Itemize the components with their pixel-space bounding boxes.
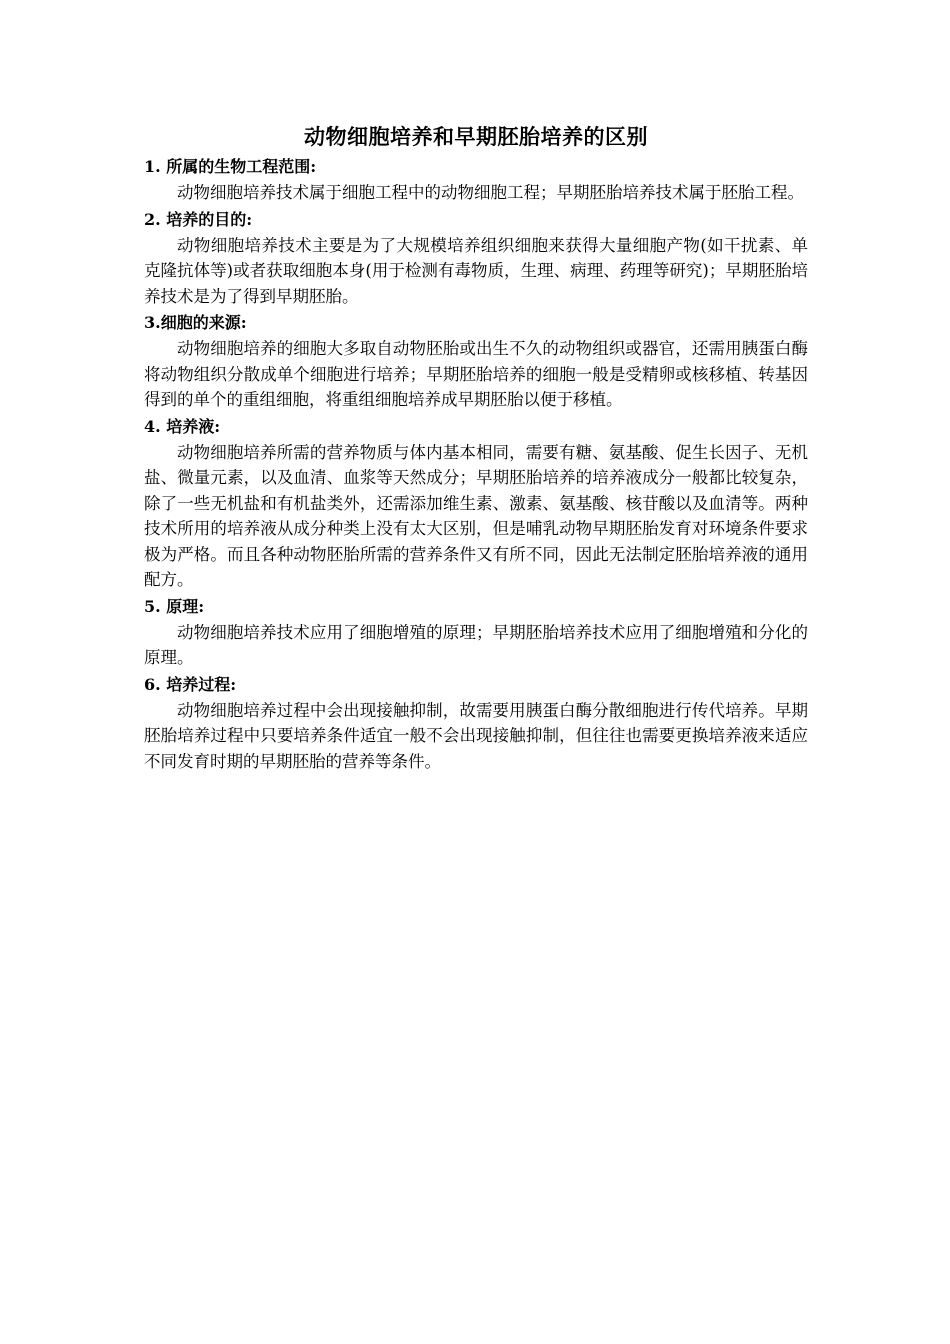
section-body: 动物细胞培养技术主要是为了大规模培养组织细胞来获得大量细胞产物(如干扰素、单克隆抗体等)或者获取细胞本身(用于检测有毒物质，生理、病理、药理等研究)；早期胚胎培养技术是为了得到早期胚胎。: [144, 235, 808, 306]
section-principle: [144, 594, 808, 671]
section-heading: 2. 培养的目的:: [144, 209, 253, 229]
section-body: 动物细胞培养所需的营养物质与体内基本相同，需要有糖、氨基酸、促生长因子、无机盐、微量元素，以及血清、血浆等天然成分；早期胚胎培养的培养液成分一般都比较复杂，除了一些无机盐和有机盐类外，还需添加维生素、激素、氨基酸、核苷酸以及血清等。两种技术所用的培养液从成分种类上没有太大区别，但是哺乳动物早期胚胎发育对环境条件要求极为严格。而且各种动物胚胎所需的营养条件又有所不同，因此无法制定胚胎培养液的通用配方。: [144, 442, 808, 589]
section-culture-medium: [144, 414, 808, 593]
document-page: [144, 120, 808, 775]
section-body: 动物细胞培养技术应用了细胞增殖的原理；早期胚胎培养技术应用了细胞增殖和分化的原理。: [144, 622, 808, 667]
section-culture-process: [144, 672, 808, 775]
section-heading: 3.细胞的来源:: [144, 313, 247, 332]
section-body: 动物细胞培养技术属于细胞工程中的动物细胞工程；早期胚胎培养技术属于胚胎工程。: [177, 183, 804, 202]
section-heading: 5. 原理:: [144, 596, 205, 616]
document-title: 动物细胞培养和早期胚胎培养的区别: [304, 124, 648, 149]
section-body: 动物细胞培养的细胞大多取自动物胚胎或出生不久的动物组织或器官，还需用胰蛋白酶将动物组织分散成单个细胞进行培养；早期胚胎培养的细胞一般是受精卵或核移植、转基因得到的单个的重组细胞，将重组细胞培养成早期胚胎以便于移植。: [144, 339, 808, 409]
section-purpose: [144, 207, 808, 310]
section-cell-source: [144, 310, 808, 413]
section-heading: 4. 培养液:: [144, 416, 221, 436]
section-heading: 6. 培养过程:: [144, 674, 237, 694]
section-scope: [144, 154, 808, 206]
section-body: 动物细胞培养过程中会出现接触抑制，故需要用胰蛋白酶分散细胞进行传代培养。早期胚胎培养过程中只要培养条件适宜一般不会出现接触抑制，但往往也需要更换培养液来适应不同发育时期的早期胚胎的营养等条件。: [144, 700, 808, 771]
section-heading: 1. 所属的生物工程范围:: [144, 157, 317, 176]
